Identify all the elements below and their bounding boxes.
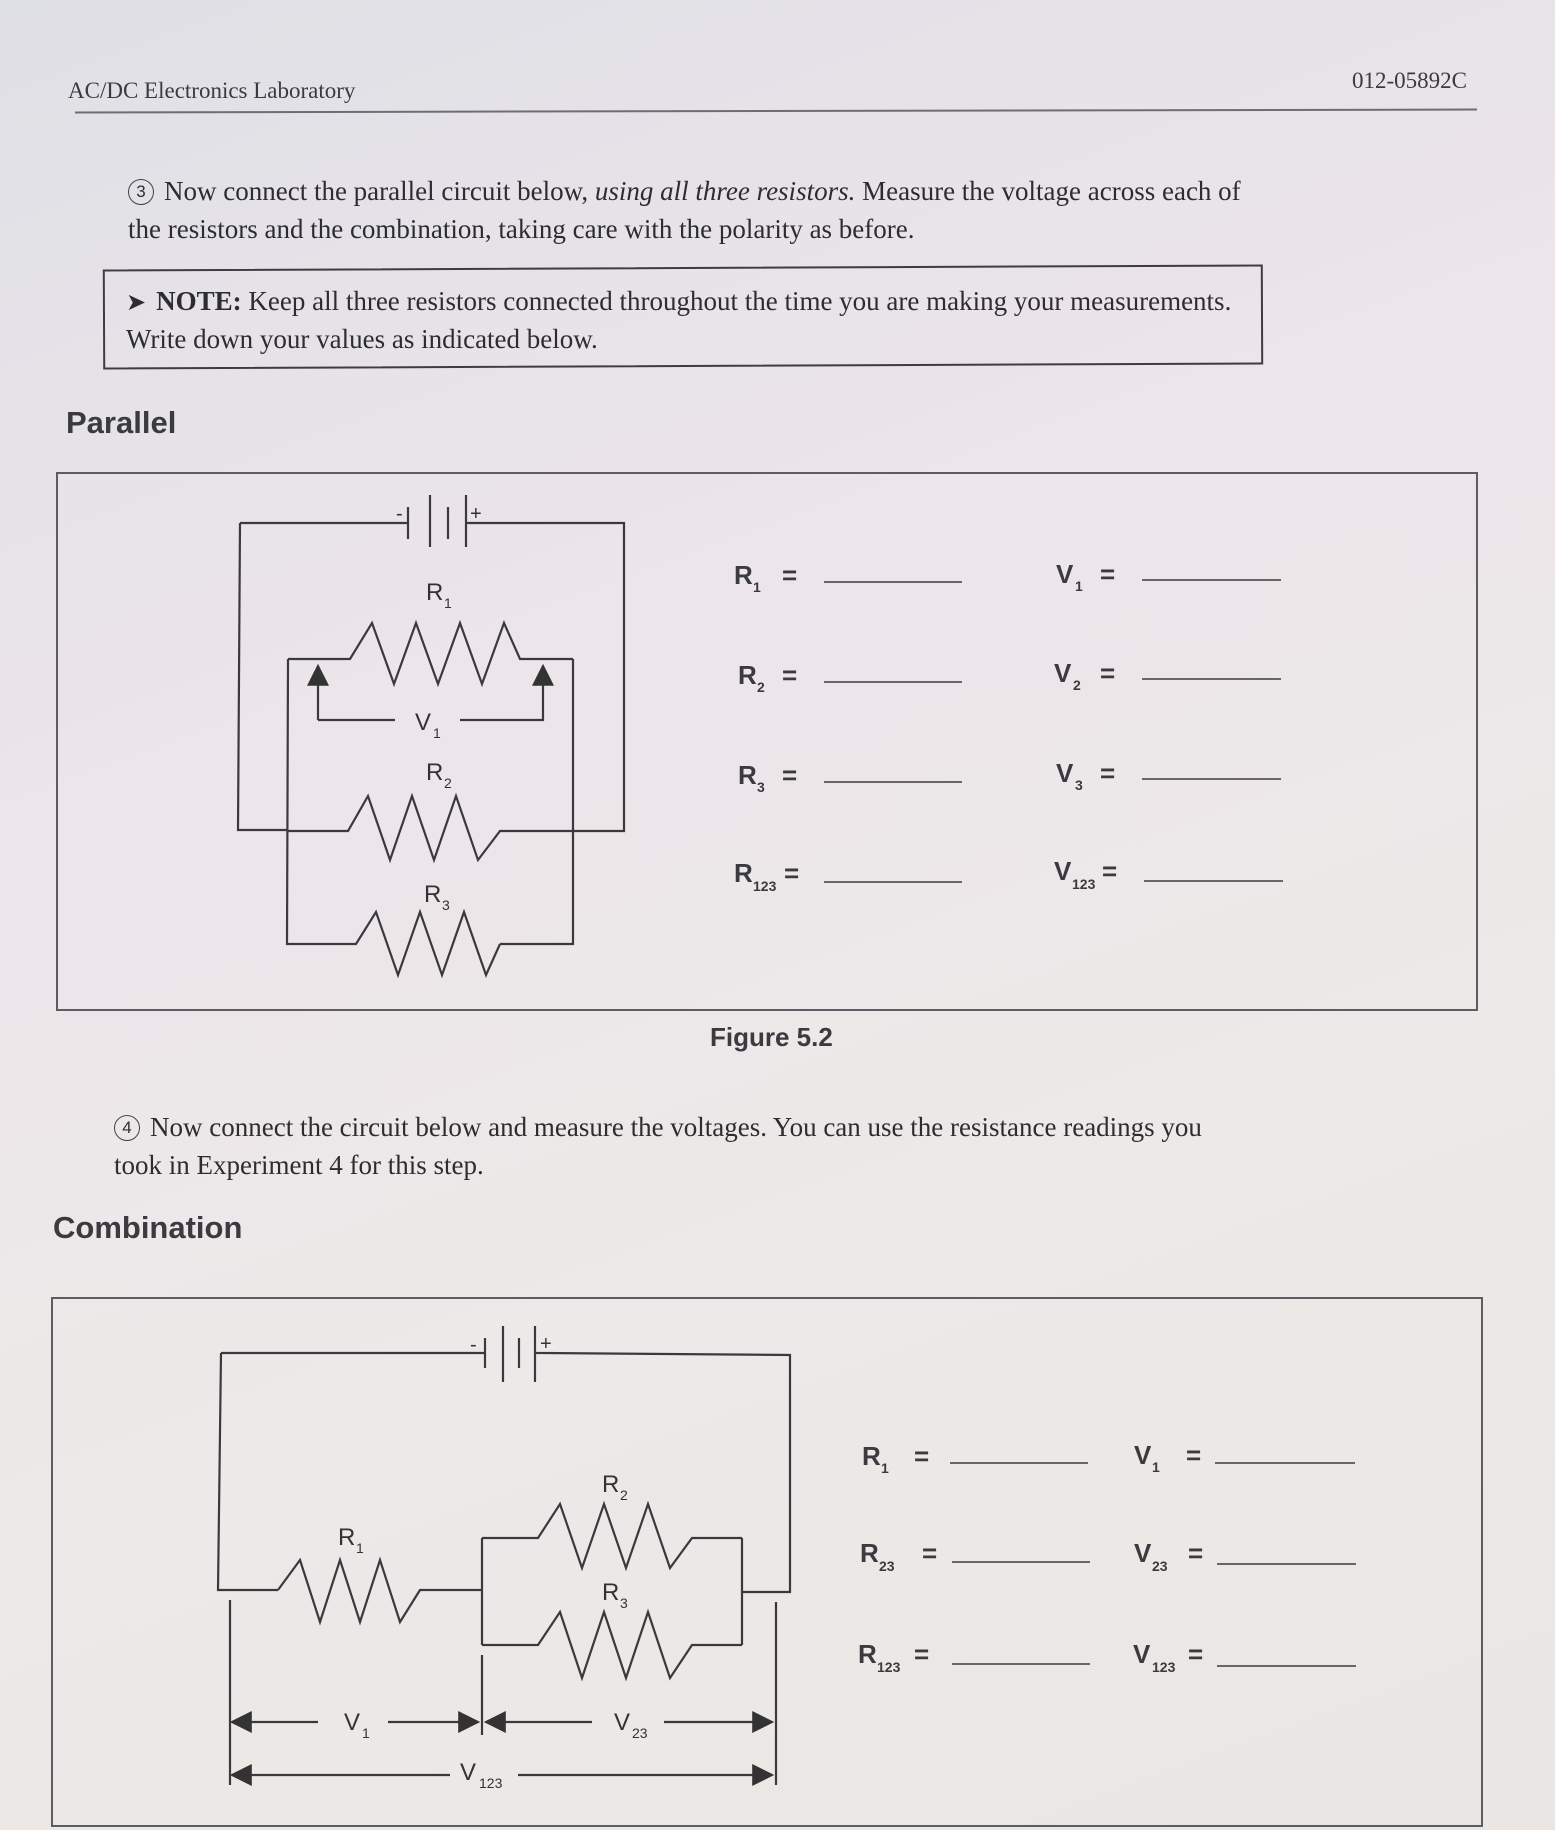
- parallel-field-r123: [734, 858, 962, 894]
- combination-label-v23-sub: 23: [632, 1725, 648, 1741]
- combination-field-v23: [1134, 1538, 1356, 1574]
- combination-field-r23-equals: =: [922, 1538, 938, 1568]
- parallel-r2-resistor: [288, 796, 573, 860]
- parallel-left-wire: [238, 523, 287, 830]
- note-body: Keep all three resistors connected throughout the time you are making your measurements. Write down your values as indicated below.: [126, 286, 1232, 354]
- parallel-field-v2: [1054, 658, 1281, 693]
- parallel-right-bus: [500, 659, 573, 944]
- parallel-field-r123-label: R: [734, 858, 753, 888]
- parallel-label-r1-sub: 1: [444, 595, 452, 611]
- combination-field-r123-label: R: [858, 1639, 877, 1669]
- combination-r3-resistor: [482, 1612, 742, 1678]
- parallel-field-r2: [738, 660, 962, 695]
- parallel-left-bus: [287, 659, 333, 944]
- combination-label-r1-sub: 1: [356, 1540, 364, 1556]
- combination-field-v23-equals: =: [1188, 1538, 1204, 1568]
- combination-field-r123-equals: =: [914, 1639, 930, 1669]
- parallel-field-v3: [1056, 758, 1281, 793]
- parallel-label-r2: R: [426, 759, 444, 786]
- parallel-field-v123-equals: =: [1102, 856, 1118, 886]
- header-title: AC/DC Electronics Laboratory: [68, 78, 356, 103]
- combination-field-v23-label: V: [1134, 1538, 1152, 1568]
- parallel-field-r3-equals: =: [782, 760, 798, 790]
- combination-field-v1-label: V: [1134, 1440, 1152, 1470]
- combination-label-v1: V: [344, 1709, 361, 1736]
- combination-r2-resistor: [482, 1504, 742, 1568]
- combination-title: Combination: [53, 1210, 243, 1245]
- parallel-field-r3-sub: 3: [757, 779, 765, 795]
- combination-field-r23-sub: 23: [879, 1558, 895, 1574]
- combination-battery-plus: +: [540, 1333, 552, 1355]
- parallel-r3-resistor: [333, 912, 500, 975]
- step-3-text-italic: using all three resistors.: [594, 176, 856, 206]
- parallel-field-v2-equals: =: [1100, 658, 1116, 688]
- combination-field-v1: [1134, 1440, 1355, 1475]
- combination-label-r1: R: [338, 1524, 356, 1551]
- step-3-text-after: Measure the voltage across each of the resistors and the combination, taking care with the polarity as before.: [128, 176, 1241, 244]
- combination-r1-resistor: [278, 1560, 482, 1622]
- parallel-field-v1-label: V: [1056, 559, 1074, 589]
- combination-label-v123: V: [460, 1759, 477, 1786]
- combination-field-v23-sub: 23: [1152, 1558, 1168, 1574]
- parallel-figure-box: [57, 473, 1477, 1010]
- parallel-field-r1: [734, 560, 962, 595]
- parallel-field-r3-label: R: [738, 760, 757, 790]
- parallel-field-v1-equals: =: [1100, 559, 1116, 589]
- combination-field-r23: [860, 1538, 1090, 1574]
- combination-label-v123-sub: 123: [479, 1775, 503, 1791]
- combination-label-r3-sub: 3: [620, 1595, 628, 1611]
- combination-field-r1-label: R: [862, 1441, 881, 1471]
- parallel-right-wire: [470, 523, 624, 831]
- combination-field-v123-equals: =: [1188, 1639, 1204, 1669]
- document-code: 012-05892C: [1352, 68, 1467, 93]
- combination-field-r123-sub: 123: [877, 1659, 901, 1675]
- combination-label-v1-sub: 1: [362, 1725, 370, 1741]
- parallel-label-v1: V: [415, 709, 432, 736]
- combination-field-v123-sub: 123: [1152, 1659, 1176, 1675]
- parallel-field-v123-label: V: [1054, 856, 1072, 886]
- note-label: NOTE:: [156, 286, 242, 316]
- parallel-label-r2-sub: 2: [444, 775, 452, 791]
- parallel-v1-right-probe: [460, 666, 543, 720]
- combination-label-r2-sub: 2: [620, 1487, 628, 1503]
- step-4-paragraph: [114, 1108, 1244, 1184]
- combination-left-wire: [218, 1353, 278, 1590]
- parallel-field-v2-label: V: [1054, 658, 1072, 688]
- parallel-battery-icon: [408, 495, 470, 547]
- parallel-field-v3-label: V: [1056, 758, 1074, 788]
- parallel-field-r3: [738, 760, 962, 795]
- step-4-number: 4: [114, 1115, 140, 1141]
- parallel-label-r3: R: [424, 881, 442, 908]
- parallel-field-r1-equals: =: [782, 560, 798, 590]
- parallel-r1-resistor: [288, 623, 573, 684]
- parallel-field-v123: [1054, 856, 1283, 892]
- parallel-title: Parallel: [66, 405, 177, 440]
- parallel-field-v3-equals: =: [1100, 758, 1116, 788]
- combination-field-v1-sub: 1: [1152, 1459, 1160, 1475]
- step-3-text-before: Now connect the parallel circuit below,: [164, 176, 595, 206]
- combination-battery-minus: -: [470, 1334, 477, 1356]
- combination-field-r1-equals: =: [914, 1441, 930, 1471]
- combination-field-v123-label: V: [1133, 1639, 1151, 1669]
- combination-battery-icon: [485, 1326, 543, 1382]
- parallel-field-r123-sub: 123: [753, 878, 777, 894]
- combination-field-v1-equals: =: [1186, 1440, 1202, 1470]
- combination-circuit: [218, 1326, 790, 1785]
- combination-field-r1-sub: 1: [881, 1460, 889, 1476]
- combination-label-r3: R: [602, 1579, 620, 1606]
- combination-field-v123: [1133, 1639, 1356, 1675]
- parallel-field-r2-label: R: [738, 660, 757, 690]
- parallel-field-v3-sub: 3: [1075, 777, 1083, 793]
- combination-field-r1: [862, 1441, 1088, 1476]
- note-arrow-icon: ➤: [126, 288, 147, 316]
- parallel-field-r123-equals: =: [784, 858, 800, 888]
- combination-field-r123: [858, 1639, 1090, 1675]
- combination-label-v23: V: [614, 1709, 631, 1736]
- parallel-field-v1: [1056, 559, 1281, 594]
- step-3-number: 3: [128, 179, 154, 205]
- parallel-field-v123-sub: 123: [1072, 876, 1096, 892]
- parallel-battery-minus: -: [396, 503, 403, 525]
- parallel-label-r1: R: [426, 579, 444, 606]
- combination-figure-box: [52, 1298, 1482, 1826]
- parallel-field-r1-label: R: [734, 560, 753, 590]
- parallel-field-v2-sub: 2: [1073, 677, 1081, 693]
- figure-caption: Figure 5.2: [710, 1022, 833, 1052]
- parallel-label-r3-sub: 3: [442, 897, 450, 913]
- parallel-battery-plus: +: [470, 503, 482, 525]
- parallel-label-v1-sub: 1: [433, 725, 441, 741]
- step-4-text: Now connect the circuit below and measure the voltages. You can use the resistance readings you took in Experiment 4 for this step.: [114, 1112, 1202, 1180]
- combination-label-r2: R: [602, 1471, 620, 1498]
- parallel-field-r2-sub: 2: [757, 679, 765, 695]
- parallel-field-v1-sub: 1: [1075, 578, 1083, 594]
- parallel-field-r1-sub: 1: [753, 579, 761, 595]
- parallel-field-r2-equals: =: [782, 660, 798, 690]
- combination-field-r23-label: R: [860, 1538, 879, 1568]
